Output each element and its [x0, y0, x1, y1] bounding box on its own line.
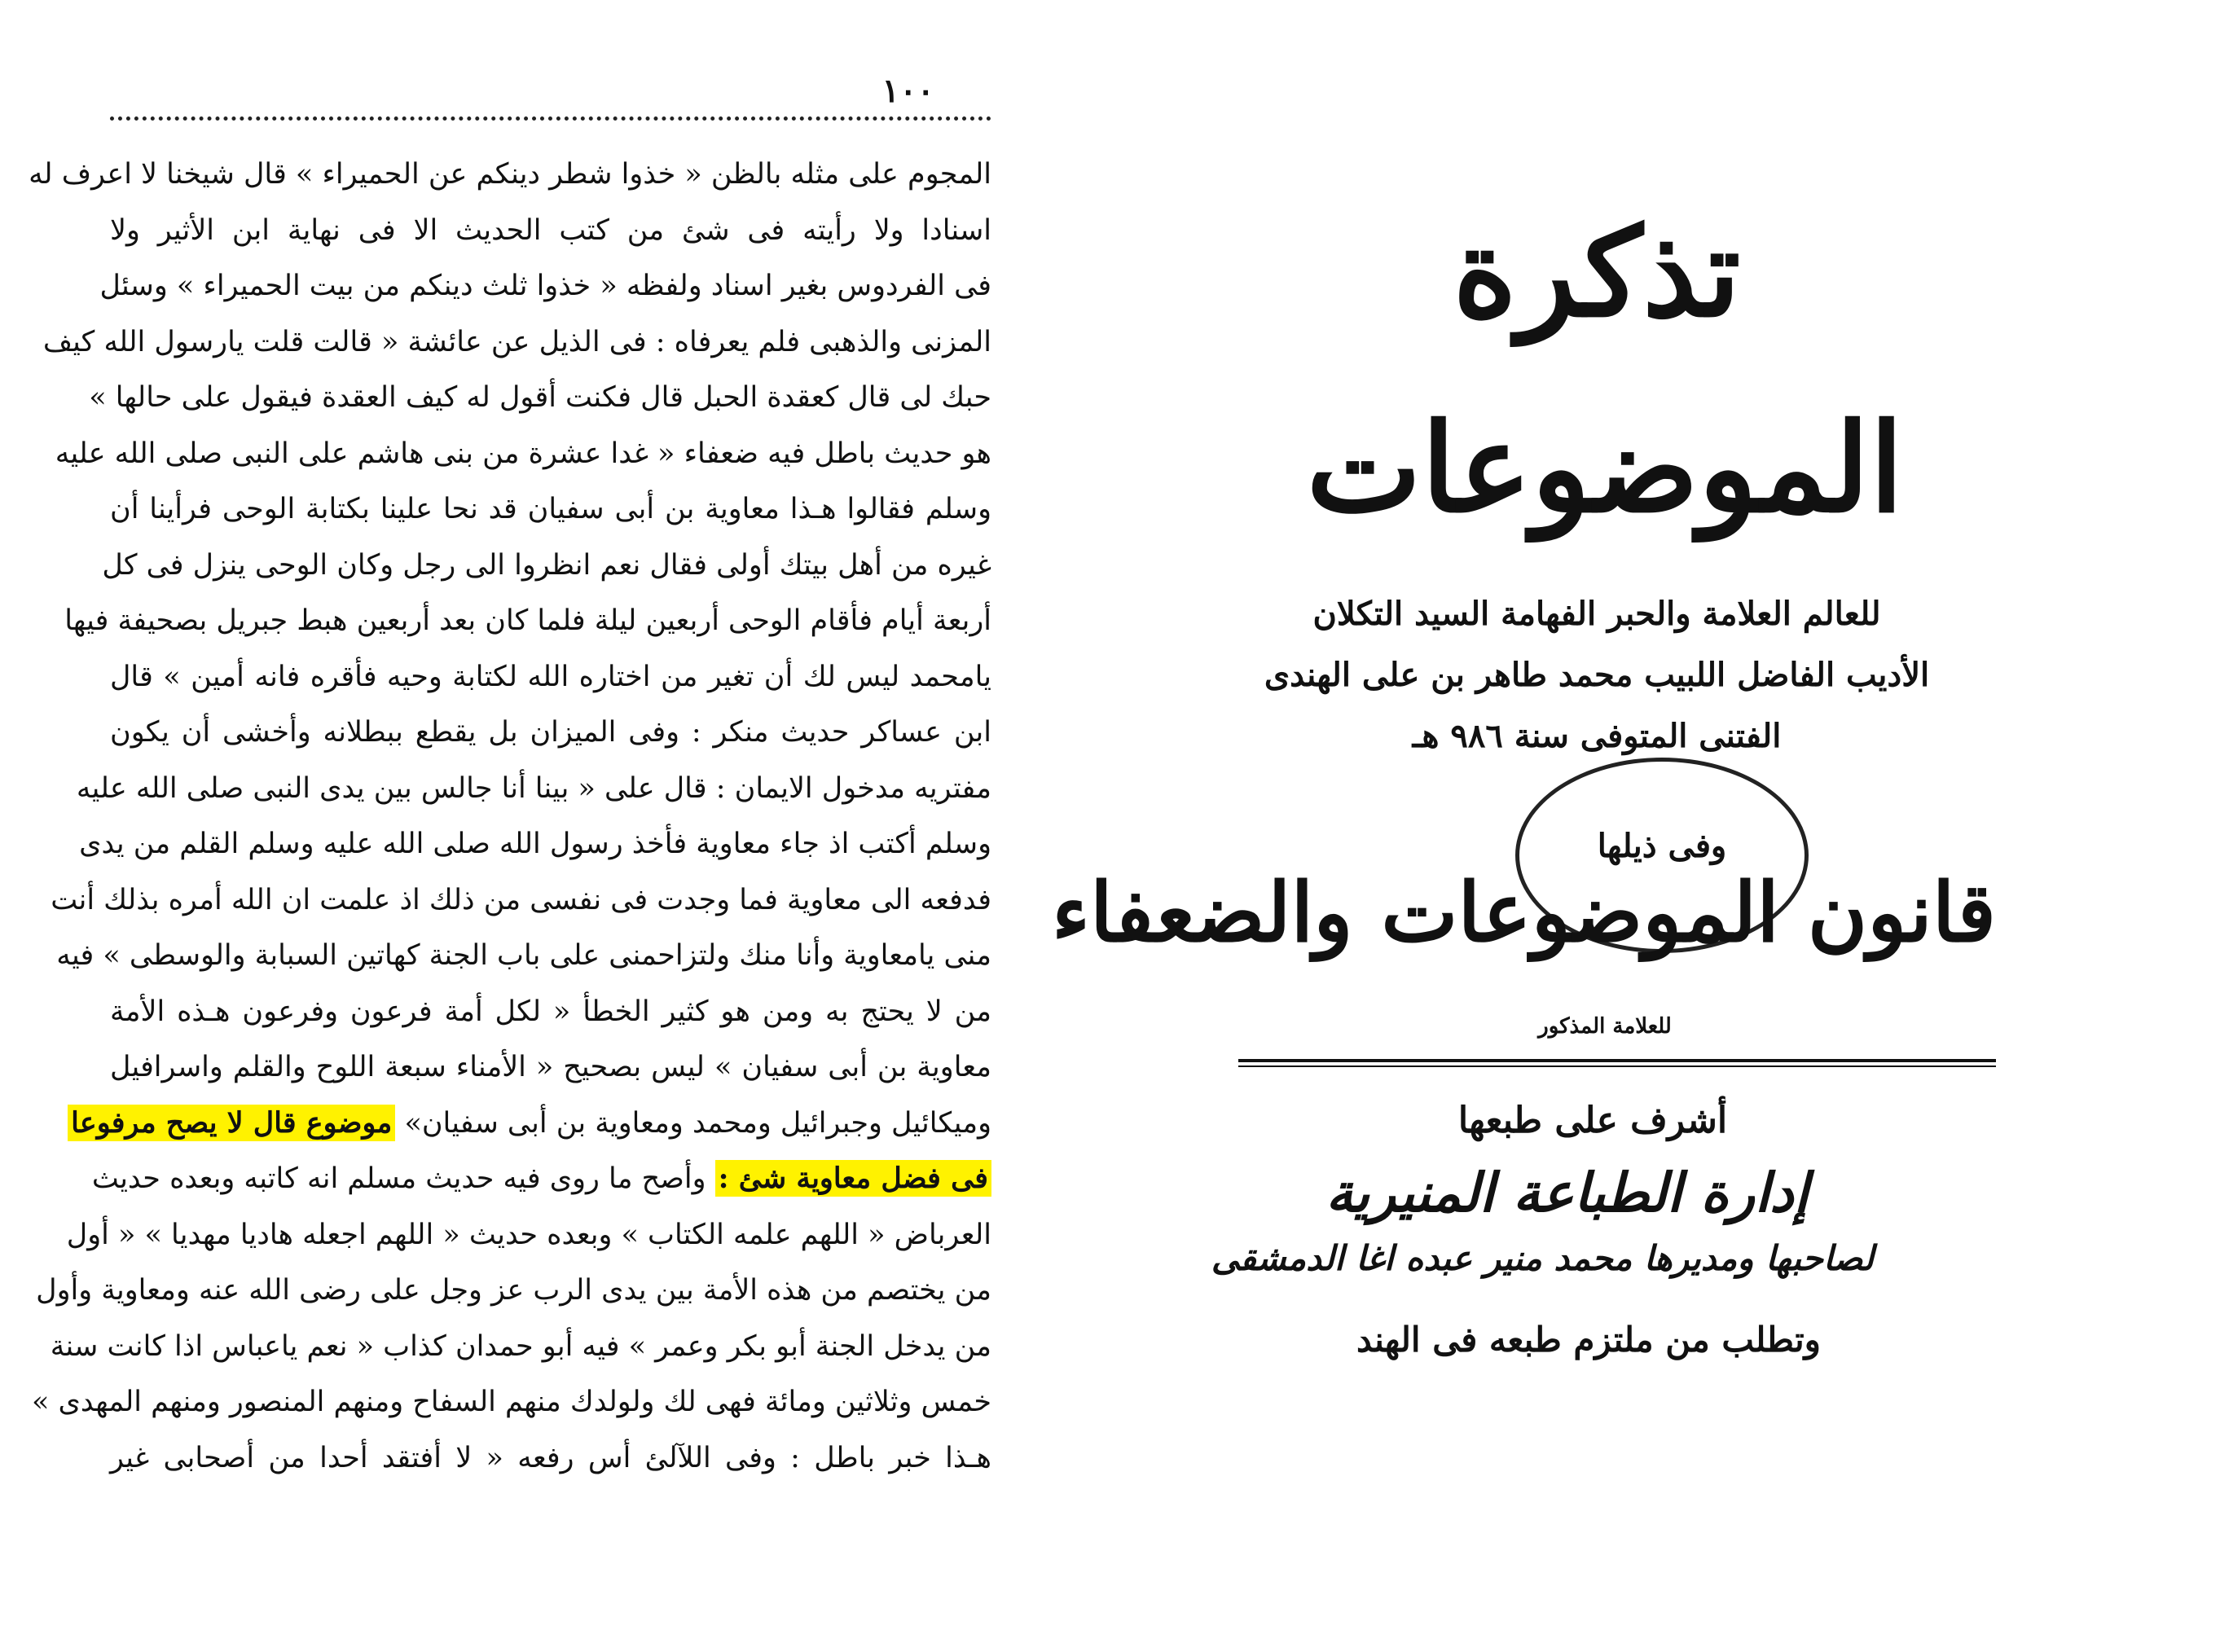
- text-line: [110, 481, 991, 538]
- text-segment: معاوية بن أبى سفيان » ليس بصحيح « الأمناء سبعة اللوح والقلم واسرافيل: [110, 1051, 991, 1083]
- text-segment: هو حديث باطل فيه ضعفاء « غدا عشرة من بنى هاشم على النبى صلى الله عليه: [55, 437, 991, 470]
- text-line: [110, 1039, 991, 1096]
- text-segment: ابن عساكر حديث منكر : وفى الميزان بل يقطع ببطلانه وأخشى أن يكون: [110, 716, 991, 749]
- text-segment: من يدخل الجنة أبو بكر وعمر » فيه أبو حمدان كذاب « نعم ياعباس اذا كانت سنة: [50, 1329, 991, 1363]
- text-segment: من لا يحتج به ومن هو كثير الخطأ « لكل أمة فرعون وفرعون هـذه الأمة: [110, 995, 991, 1028]
- text-line: [29, 147, 991, 203]
- text-line: [31, 1374, 991, 1430]
- text-segment: وسلم أكتب اذ جاء معاوية فأخذ رسول الله صلى الله عليه وسلم القلم من يدى: [79, 828, 991, 860]
- text-segment: منى يامعاوية وأنا منك ولتزاحمنى على باب الجنة كهاتين السبابة والوسطى » فيه: [56, 939, 991, 972]
- text-segment: أربعة أيام فأقام الوحى أربعين ليلة فلما كان بعد أربعين هبط جبريل بصحيفة فيها: [64, 604, 991, 637]
- text-segment: وأصح ما روى فيه حديث مسلم انه كاتبه وبعده حديث: [91, 1162, 715, 1195]
- text-line: [99, 258, 991, 314]
- seal-text: وفى ذيلها: [1597, 827, 1727, 865]
- text-line: [110, 203, 991, 259]
- text-line: [79, 816, 991, 872]
- author-line-3: الفتنى المتوفى سنة ٩٨٦ هـ: [1412, 717, 1782, 755]
- text-segment: فى الفردوس بغير اسناد ولفظه « خذوا ثلث دينكم من بيت الحميراء » وسئل: [99, 270, 991, 302]
- text-segment: المجوم على مثله بالظن « خذوا شطر دينكم عن الحميراء » قال شيخنا لا اعرف له: [29, 158, 991, 191]
- text-line: [66, 1207, 991, 1263]
- page-header: [110, 72, 991, 121]
- supervised-label: أشرف على طبعها: [1457, 1100, 1728, 1141]
- highlighted-text: فى فضل معاوية شئ :: [715, 1160, 991, 1197]
- book-title-main: الموضوعات: [1306, 397, 1904, 540]
- text-line: [42, 314, 991, 371]
- appendix-author-note: للعلامة المذكور: [1538, 1014, 1672, 1039]
- text-line: [71, 1096, 991, 1152]
- text-line: [89, 370, 991, 426]
- body-text: [29, 147, 991, 1486]
- text-line: [36, 1263, 991, 1319]
- publisher-owner: لصاحبها ومديرها محمد منير عبده اغا الدمشقى: [1211, 1238, 1874, 1278]
- text-line: [56, 928, 991, 984]
- publisher-name: إدارة الطباعة المنيرية: [1325, 1161, 1809, 1224]
- text-line: [50, 1319, 991, 1375]
- book-title-top: تذكرة: [1453, 201, 1741, 345]
- text-segment: العرباض « اللهم علمه الكتاب » وبعده حديث « اللهم اجعله هاديا مهديا » « أول: [66, 1218, 991, 1251]
- text-segment: فدفعه الى معاوية فما وجدت فى نفسى من ذلك اذ علمت ان الله أمره بذلك أنت: [51, 883, 991, 916]
- text-segment: يامحمد ليس لك أن تغير من اختاره الله لكتابة وحيه فأقره فانه أمين » قال: [110, 660, 991, 693]
- text-line: [102, 538, 991, 594]
- text-segment: خمس وثلاثين ومائة فهى لك ولولدك منهم السفاح ومنهم المنصور ومنهم المهدى »: [31, 1386, 991, 1418]
- text-segment: من يختصم من هذه الأمة بين يدى الرب عز وجل على رضى الله عنه ومعاوية وأول: [36, 1274, 991, 1307]
- text-line: [110, 705, 991, 761]
- text-segment: اسنادا ولا رأيته فى شئ من كتب الحديث الا فى نهاية ابن الأثير ولا: [110, 213, 991, 247]
- left-page: [29, 72, 991, 1562]
- title-page: [1052, 187, 1996, 1409]
- text-line: [55, 426, 991, 482]
- text-line: [110, 649, 991, 705]
- text-segment: حبك لى قال كعقدة الحبل قال فكنت أقول له كيف العقدة فيقول على حالها »: [89, 381, 991, 414]
- availability-note: وتطلب من ملتزم طبعه فى الهند: [1356, 1320, 1821, 1360]
- divider: [1238, 1059, 1996, 1067]
- text-segment: غيره من أهل بيتك أولى فقال نعم انظروا الى رجل وكان الوحى ينزل فى كل: [102, 548, 991, 582]
- page-number: ١٠٠: [881, 72, 934, 110]
- text-line: [91, 1151, 991, 1207]
- text-line: [76, 761, 991, 817]
- text-segment: وسلم فقالوا هـذا معاوية بن أبى سفيان قد نحا علينا بكتابة الوحى فرأينا أن: [110, 493, 991, 525]
- text-line: [51, 872, 991, 929]
- text-segment: المزنى والذهبى فلم يعرفاه : فى الذيل عن عائشة « قالت قلت يارسول الله كيف: [42, 325, 991, 358]
- text-line: [110, 984, 991, 1040]
- text-line: [64, 593, 991, 649]
- author-line-1: للعالم العلامة والحبر الفهامة السيد التكلان: [1312, 595, 1881, 633]
- appendix-title: قانون الموضوعات والضعفاء: [1052, 864, 1996, 960]
- text-line: [110, 1430, 991, 1487]
- author-line-2: الأديب الفاضل اللبيب محمد طاهر بن على الهندى: [1264, 656, 1930, 694]
- text-segment: هـذا خبر باطل : وفى اللآلئ أس رفعه « لا أفتقد أحدا من أصحابى غير: [110, 1441, 991, 1474]
- text-segment: مفتريه مدخول الايمان : قال على « بينا أنا جالس بين يدى النبى صلى الله عليه: [76, 771, 991, 805]
- highlighted-text: موضوع قال لا يصح مرفوعا: [68, 1105, 395, 1141]
- text-segment: وميكائيل وجبرائيل ومحمد ومعاوية بن أبى سفيان»: [395, 1106, 991, 1140]
